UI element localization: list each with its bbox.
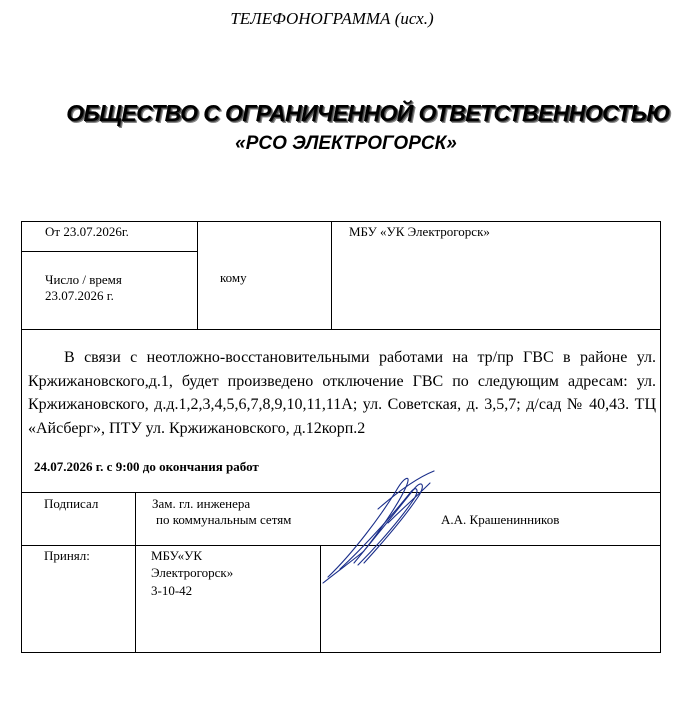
signer-position-line1: Зам. гл. инженера [152, 496, 251, 511]
table-border-top [21, 221, 661, 222]
accepted-org-line2: Электрогорск» [151, 565, 234, 580]
signer-position-line2: по коммунальным сетям [156, 512, 292, 527]
recipient: МБУ «УК Электрогорск» [349, 224, 490, 239]
from-date: От 23.07.2026г. [45, 224, 129, 239]
datetime-value: 23.07.2026 г. [45, 288, 114, 303]
message-body: В связи с неотложно-восстановительными работами на тр/пр ГВС в районе ул. Кржижановского,д.1, будет произведено отключение ГВС по следующим адресам: ул. Кржижановского, д.д.1,2,3,4,5,6,7,8,9,10,11,11А; ул. Советская, д. 3,5,7; д/сад № 40,43. ТЦ «Айсберг», ПТУ ул. Кржижановского, д.12корп.2 [28, 349, 656, 437]
table-border-right [660, 221, 661, 653]
outage-period: 24.07.2026 г. с 9:00 до окончания работ [34, 459, 259, 474]
signer-name: А.А. Крашенинников [441, 512, 560, 527]
organization-name: «РСО ЭЛЕКТРОГОРСК» [235, 133, 457, 154]
accepted-org-line1: МБУ«УК [151, 548, 203, 563]
accepted-phone: 3-10-42 [151, 583, 193, 598]
table-col-divider-3 [135, 492, 136, 653]
handwritten-signature [318, 465, 443, 590]
table-col-divider-1 [197, 221, 198, 330]
table-col-divider-2 [331, 221, 332, 330]
table-divider-from [21, 251, 198, 252]
accepted-label: Принял: [44, 548, 90, 563]
table-border-left [21, 221, 22, 653]
signed-label: Подписал [44, 496, 99, 511]
table-divider-header [21, 329, 661, 330]
table-border-bottom [21, 652, 661, 653]
to-label: кому [220, 270, 247, 285]
document-type-title: ТЕЛЕФОНОГРАММА (исх.) [230, 9, 434, 28]
datetime-label: Число / время [45, 272, 122, 287]
organization-legal-form: ОБЩЕСТВО С ОГРАНИЧЕННОЙ ОТВЕТСТВЕННОСТЬЮ [66, 100, 670, 126]
